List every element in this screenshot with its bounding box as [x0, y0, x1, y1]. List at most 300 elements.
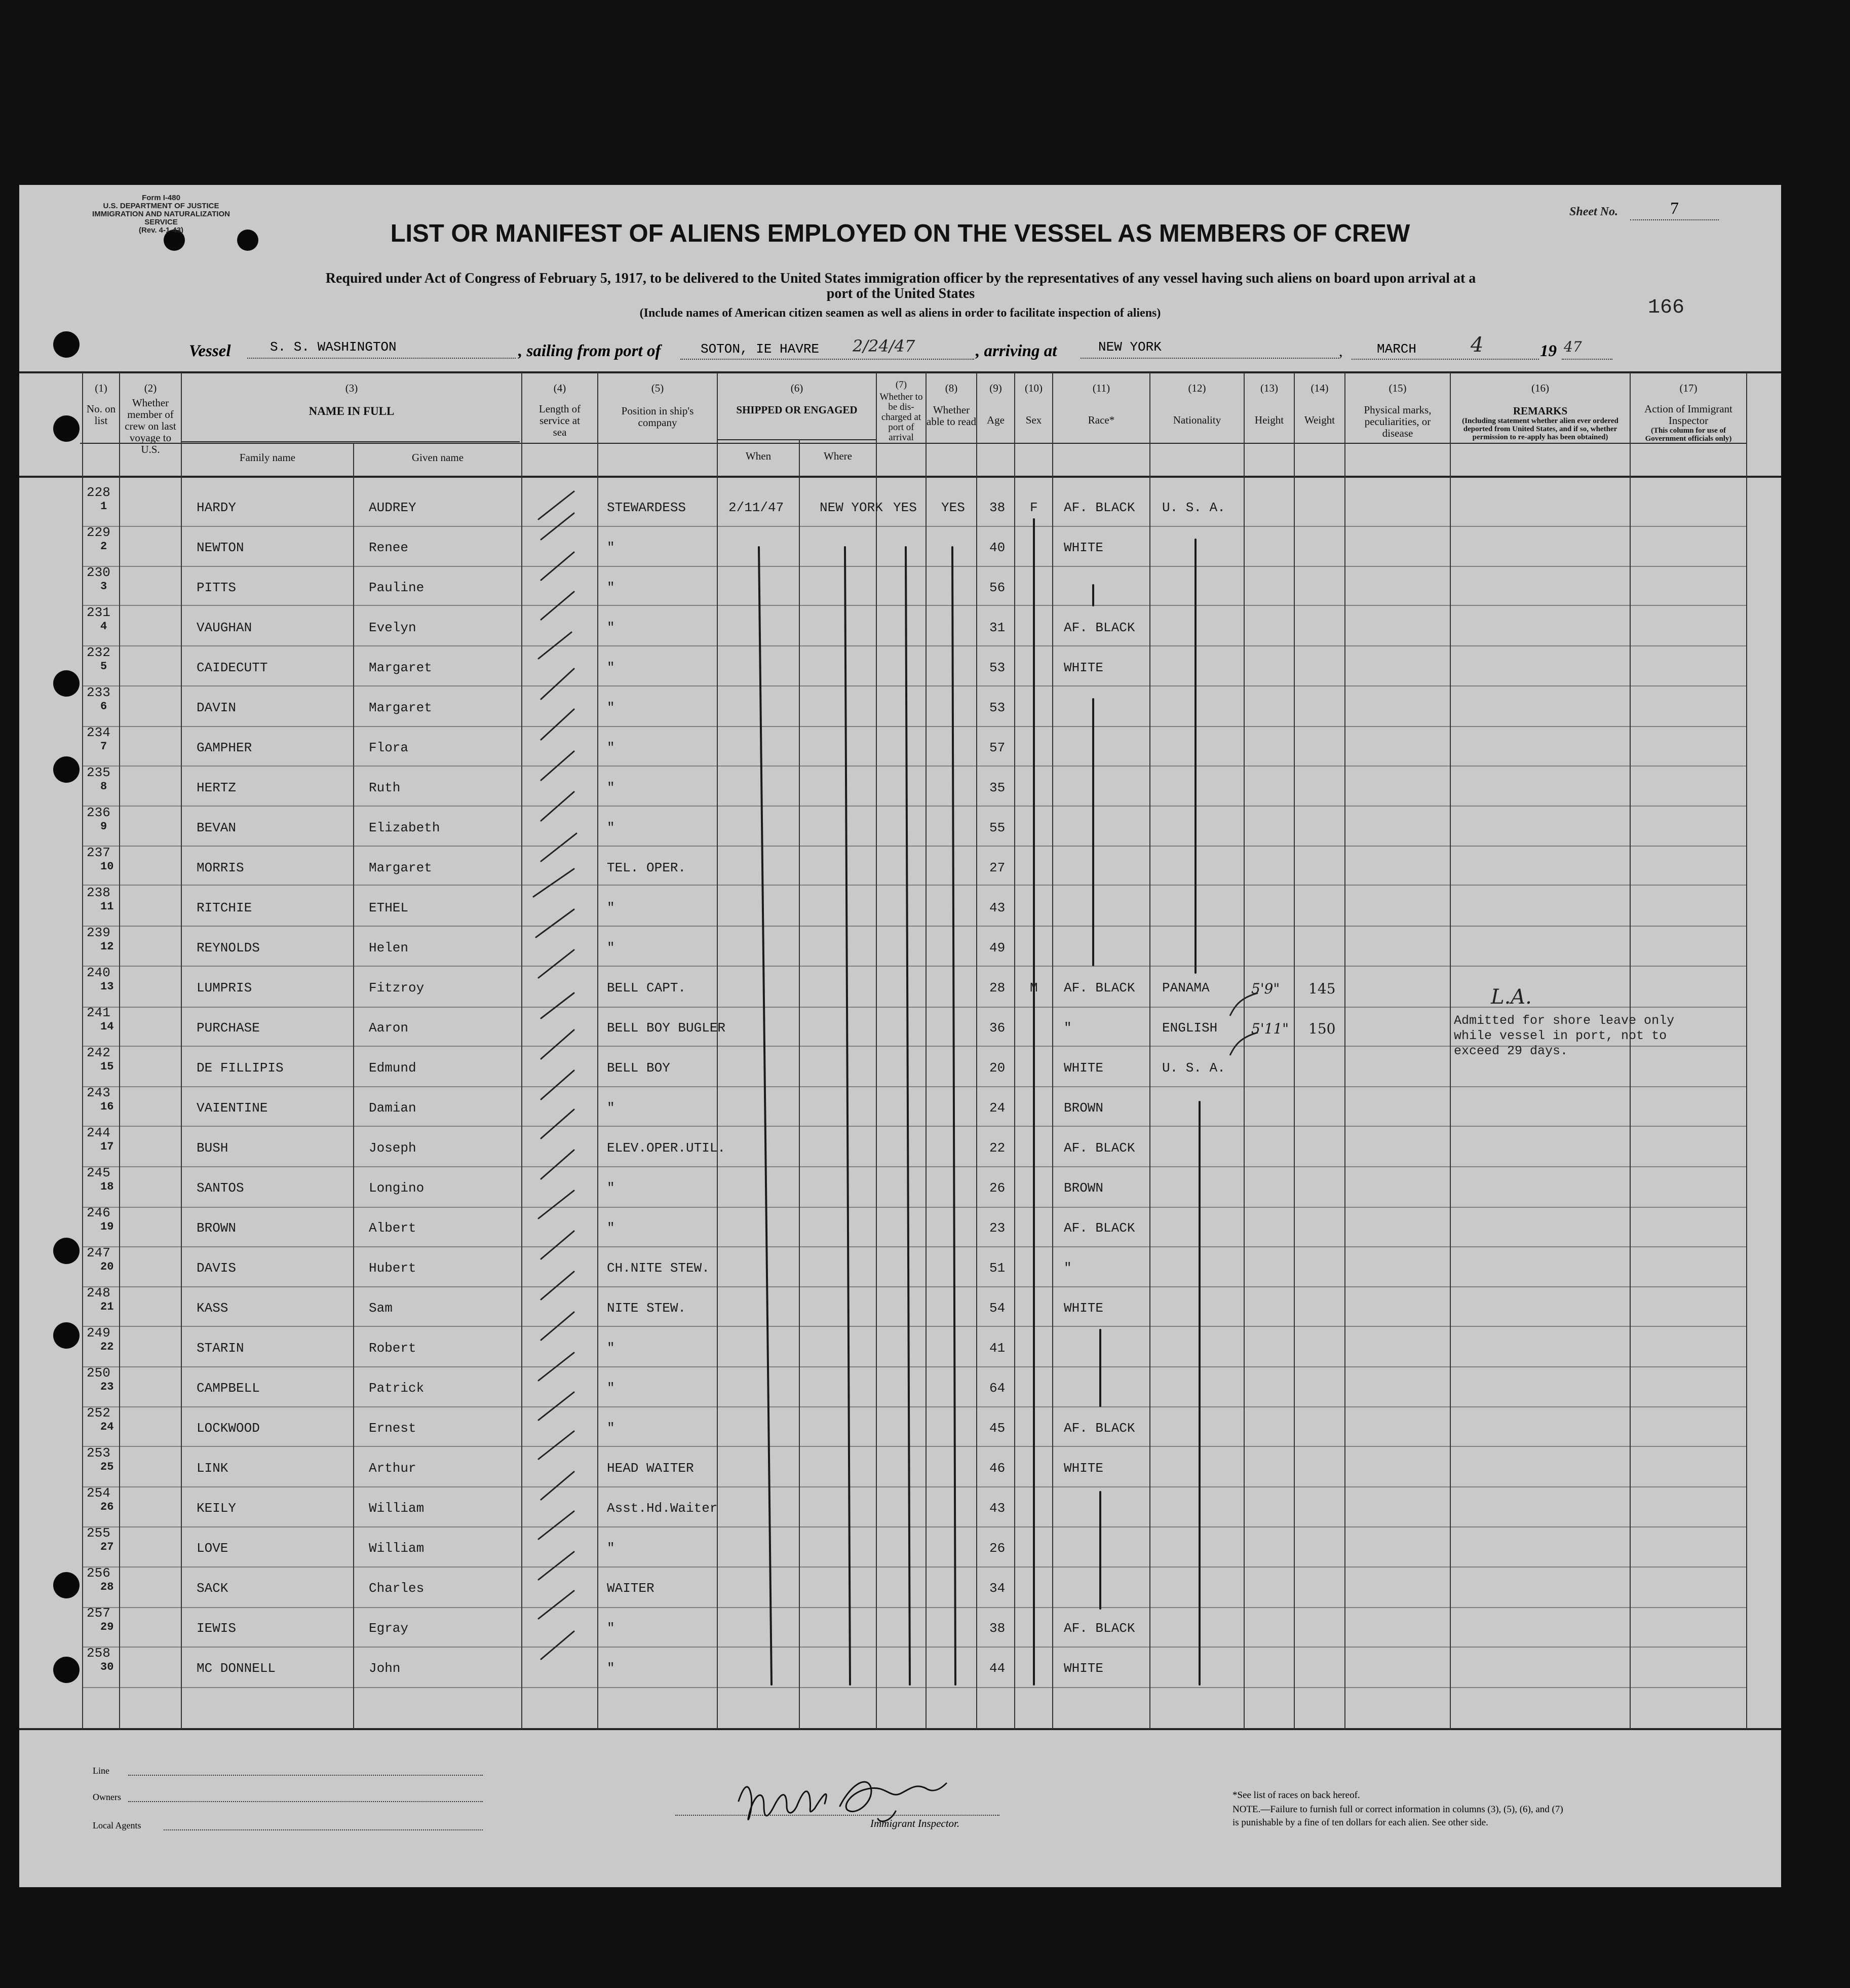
- row-age: 34: [989, 1581, 1006, 1596]
- row-family-name: LOCKWOOD: [197, 1421, 260, 1436]
- col-13-header: [1244, 383, 1294, 426]
- col-17-number: (17): [1679, 382, 1698, 394]
- arriving-label: , arriving at: [976, 342, 1057, 360]
- row-age: 20: [989, 1060, 1006, 1076]
- row-family-name: HARDY: [197, 500, 237, 515]
- row-list-number: 254: [87, 1485, 110, 1501]
- row-discharge: YES: [893, 500, 917, 515]
- sailing-port: SOTON, IE HAVRE: [701, 341, 820, 357]
- signature-line: [675, 1814, 999, 1816]
- row-position: ": [607, 1220, 615, 1236]
- manifest-sheet: [19, 185, 1781, 1887]
- col-10-label: Sex: [1025, 414, 1042, 426]
- col-4-label: Length of service at sea: [538, 403, 581, 438]
- row-age: 38: [989, 1621, 1006, 1636]
- row-family-name: MC DONNELL: [197, 1661, 276, 1676]
- row-family-name: PURCHASE: [197, 1020, 260, 1036]
- col-13-label: Height: [1254, 414, 1284, 426]
- row-given-name: Hubert: [369, 1260, 416, 1276]
- row-race: WHITE: [1064, 660, 1104, 675]
- inspector-label: Immigrant Inspector.: [870, 1817, 960, 1829]
- row-given-name: Fitzroy: [369, 980, 425, 996]
- col-3b-label: Given name: [411, 451, 464, 464]
- row-race: WHITE: [1064, 1301, 1104, 1316]
- subtitle-line-2: port of the United States: [826, 286, 975, 301]
- row-age: 44: [989, 1661, 1006, 1676]
- row-position: ": [607, 1661, 615, 1676]
- row-position: TEL. OPER.: [607, 860, 686, 875]
- row-list-number: 232: [87, 645, 110, 660]
- arrival-month: MARCH: [1377, 341, 1417, 357]
- row-family-name: CAIDECUTT: [197, 660, 268, 675]
- row-given-name: AUDREY: [369, 500, 416, 515]
- row-list-number: 240: [87, 965, 110, 980]
- row-race: ": [1064, 1020, 1072, 1036]
- col-8-header: [926, 383, 977, 428]
- col-5-number: (5): [651, 382, 664, 394]
- row-given-name: William: [369, 1501, 425, 1516]
- row-position: STEWARDESS: [607, 500, 686, 515]
- row-height: 5'11": [1251, 1020, 1289, 1037]
- row-position: ": [607, 1341, 615, 1356]
- row-family-name: BUSH: [197, 1140, 228, 1156]
- row-position: ": [607, 620, 615, 635]
- row-race: AF. BLACK: [1064, 1421, 1135, 1436]
- row-original-number: 8: [100, 780, 107, 793]
- row-age: 51: [989, 1260, 1006, 1276]
- row-family-name: DE FILLIPIS: [197, 1060, 284, 1076]
- remarks-text: [1454, 1013, 1674, 1059]
- row-original-number: 20: [100, 1260, 114, 1273]
- row-list-number: 250: [87, 1365, 110, 1381]
- col-5-label: Position in ship's company: [621, 405, 694, 429]
- row-race: AF. BLACK: [1064, 1621, 1135, 1636]
- col-4-header: [522, 383, 598, 438]
- form-service: IMMIGRATION AND NATURALIZATION SERVICE: [92, 210, 230, 226]
- row-age: 55: [989, 820, 1006, 835]
- footer-owners-label: Owners: [93, 1792, 121, 1802]
- row-race: WHITE: [1064, 1461, 1104, 1476]
- row-given-name: Joseph: [369, 1140, 416, 1156]
- row-shipped-when: 2/11/47: [728, 500, 784, 515]
- row-given-name: Aaron: [369, 1020, 409, 1036]
- row-nationality: PANAMA: [1162, 980, 1210, 996]
- row-given-name: Ruth: [369, 780, 401, 795]
- row-age: 64: [989, 1381, 1006, 1396]
- row-age: 40: [989, 540, 1006, 555]
- row-family-name: GAMPHER: [197, 740, 252, 755]
- footer-line-label: Line: [93, 1766, 109, 1776]
- row-race: AF. BLACK: [1064, 620, 1135, 635]
- row-list-number: 236: [87, 805, 110, 820]
- col-17-header: [1630, 383, 1747, 443]
- row-list-number: 247: [87, 1245, 110, 1260]
- col-10-number: (10): [1025, 382, 1043, 394]
- row-original-number: 10: [100, 860, 114, 873]
- row-list-number: 239: [87, 925, 110, 940]
- row-family-name: KEILY: [197, 1501, 237, 1516]
- row-age: 22: [989, 1140, 1006, 1156]
- row-shipped-where: NEW YORK: [820, 500, 883, 515]
- col-6b-label: Where: [824, 450, 852, 462]
- row-given-name: Sam: [369, 1301, 393, 1316]
- col-7-label: Whether to be dis-charged at port of arrival: [879, 392, 923, 443]
- row-given-name: Margaret: [369, 860, 432, 875]
- sailing-date: 2/24/47: [853, 336, 915, 356]
- sheet-number-label: Sheet No.: [1569, 205, 1618, 218]
- comma: ,: [1339, 343, 1343, 360]
- row-age: 26: [989, 1180, 1006, 1196]
- row-nationality: U. S. A.: [1162, 1060, 1225, 1076]
- row-given-name: Helen: [369, 940, 409, 955]
- row-family-name: IEWIS: [197, 1621, 237, 1636]
- row-list-number: 257: [87, 1605, 110, 1621]
- row-list-number: 248: [87, 1285, 110, 1301]
- row-list-number: 249: [87, 1325, 110, 1341]
- subtitle-line-1: Required under Act of Congress of February 5, 1917, to be delivered to the United States immigration officer by the representatives of any vessel having such aliens on board upon arrival at a: [325, 271, 1476, 286]
- col-8-label: Whether able to read: [927, 404, 976, 428]
- row-given-name: Evelyn: [369, 620, 416, 635]
- row-list-number: 245: [87, 1165, 110, 1180]
- col-13-number: (13): [1260, 382, 1278, 394]
- arrival-day: 4: [1471, 333, 1484, 357]
- col-2-number: (2): [144, 382, 157, 394]
- row-original-number: 25: [100, 1461, 114, 1473]
- row-original-number: 21: [100, 1301, 114, 1313]
- col-16-number: (16): [1531, 382, 1549, 394]
- col-17-sublabel: (This column for use of Government officials only): [1645, 427, 1732, 443]
- row-original-number: 27: [100, 1541, 114, 1553]
- row-position: ": [607, 900, 615, 915]
- row-family-name: RITCHIE: [197, 900, 252, 915]
- row-position: ": [607, 740, 615, 755]
- row-position: WAITER: [607, 1581, 654, 1596]
- row-list-number: 256: [87, 1565, 110, 1581]
- row-original-number: 28: [100, 1581, 114, 1593]
- row-age: 26: [989, 1541, 1006, 1556]
- row-family-name: NEWTON: [197, 540, 244, 555]
- row-list-number: 235: [87, 765, 110, 780]
- remarks-initials: L.A.: [1491, 985, 1532, 1009]
- form-number: Form I-480: [142, 194, 180, 202]
- row-age: 53: [989, 700, 1006, 715]
- row-position: ": [607, 1621, 615, 1636]
- row-list-number: 233: [87, 685, 110, 700]
- subtitle-note: (Include names of American citizen seamen as well as aliens in order to facilitate inspection of aliens): [639, 307, 1161, 320]
- row-given-name: Margaret: [369, 660, 432, 675]
- col-7-number: (7): [895, 379, 907, 390]
- row-race: BROWN: [1064, 1100, 1104, 1116]
- row-given-name: Pauline: [369, 580, 425, 595]
- col-9-label: Age: [987, 414, 1005, 426]
- row-original-number: 15: [100, 1060, 114, 1073]
- inspector-signature: [678, 1776, 1043, 1837]
- row-original-number: 12: [100, 940, 114, 953]
- col-3-header: [181, 383, 522, 417]
- row-family-name: PITTS: [197, 580, 237, 595]
- row-sex: M: [1030, 980, 1038, 996]
- races-note: *See list of races on back hereof.: [1232, 1790, 1360, 1801]
- row-position: BELL BOY BUGLER: [607, 1020, 726, 1036]
- row-position: ": [607, 1541, 615, 1556]
- row-age: 53: [989, 660, 1006, 675]
- remarks-line-1: Admitted for shore leave only: [1454, 1013, 1675, 1028]
- row-original-number: 16: [100, 1100, 114, 1113]
- row-age: 56: [989, 580, 1006, 595]
- row-race: AF. BLACK: [1064, 980, 1135, 996]
- col-6-number: (6): [790, 382, 803, 394]
- row-list-number: 244: [87, 1125, 110, 1140]
- row-position: ": [607, 780, 615, 795]
- row-family-name: KASS: [197, 1301, 228, 1316]
- row-position: ": [607, 1180, 615, 1196]
- row-list-number: 230: [87, 565, 110, 580]
- note-line-1: —Failure to furnish full or correct information in columns (3), (5), (6), and (7): [1260, 1804, 1563, 1815]
- row-family-name: LUMPRIS: [197, 980, 252, 996]
- row-list-number: 237: [87, 845, 110, 860]
- col-2-header: [120, 383, 181, 455]
- year-prefix: 19: [1540, 342, 1557, 360]
- col-10-header: [1015, 383, 1053, 426]
- row-race: AF. BLACK: [1064, 500, 1135, 515]
- row-position: ": [607, 660, 615, 675]
- row-family-name: LINK: [197, 1461, 228, 1476]
- col-14-label: Weight: [1304, 414, 1335, 426]
- row-age: 36: [989, 1020, 1006, 1036]
- row-given-name: John: [369, 1661, 401, 1676]
- row-nationality: ENGLISH: [1162, 1020, 1218, 1036]
- row-original-number: 5: [100, 660, 107, 673]
- row-list-number: 242: [87, 1045, 110, 1060]
- row-age: 49: [989, 940, 1006, 955]
- row-original-number: 17: [100, 1140, 114, 1153]
- row-original-number: 22: [100, 1341, 114, 1353]
- col-2-label: Whether member of crew on last voyage to U.S.: [125, 397, 176, 455]
- row-family-name: BROWN: [197, 1220, 237, 1236]
- col-3-label: NAME IN FULL: [309, 405, 395, 417]
- row-age: 23: [989, 1220, 1006, 1236]
- row-given-name: Ernest: [369, 1421, 416, 1436]
- row-list-number: 255: [87, 1525, 110, 1541]
- row-list-number: 252: [87, 1405, 110, 1421]
- row-list-number: 258: [87, 1646, 110, 1661]
- row-given-name: Renee: [369, 540, 409, 555]
- row-age: 45: [989, 1421, 1006, 1436]
- row-family-name: HERTZ: [197, 780, 237, 795]
- row-given-name: Edmund: [369, 1060, 416, 1076]
- row-age: 27: [989, 860, 1006, 875]
- row-age: 28: [989, 980, 1006, 996]
- row-age: 46: [989, 1461, 1006, 1476]
- row-family-name: MORRIS: [197, 860, 244, 875]
- row-nationality: U. S. A.: [1162, 500, 1225, 515]
- row-position: ": [607, 1100, 615, 1116]
- row-able-to-read: YES: [941, 500, 965, 515]
- row-race: AF. BLACK: [1064, 1140, 1135, 1156]
- form-dept: U.S. DEPARTMENT OF JUSTICE: [103, 202, 219, 210]
- row-weight: 150: [1308, 1020, 1336, 1037]
- row-position: ELEV.OPER.UTIL.: [607, 1140, 726, 1156]
- row-original-number: 9: [100, 820, 107, 833]
- footer-line-field: [128, 1765, 483, 1776]
- row-original-number: 24: [100, 1421, 114, 1433]
- remarks-line-2: while vessel in port, not to: [1454, 1028, 1667, 1043]
- col-11-label: Race*: [1088, 414, 1115, 426]
- row-family-name: SANTOS: [197, 1180, 244, 1196]
- row-height: 5'9": [1251, 980, 1280, 997]
- col-3a-label: Family name: [239, 451, 296, 464]
- row-family-name: LOVE: [197, 1541, 228, 1556]
- col-9-number: (9): [989, 382, 1002, 394]
- row-age: 57: [989, 740, 1006, 755]
- row-family-name: VAIENTINE: [197, 1100, 268, 1116]
- row-age: 41: [989, 1341, 1006, 1356]
- row-given-name: ETHEL: [369, 900, 409, 915]
- row-position: CH.NITE STEW.: [607, 1260, 710, 1276]
- row-original-number: 18: [100, 1180, 114, 1193]
- row-family-name: REYNOLDS: [197, 940, 260, 955]
- col-6a-label: When: [745, 450, 772, 462]
- row-given-name: Flora: [369, 740, 409, 755]
- row-given-name: Charles: [369, 1581, 425, 1596]
- col-11-number: (11): [1092, 382, 1110, 394]
- row-position: ": [607, 540, 615, 555]
- row-position: ": [607, 1421, 615, 1436]
- footer-agents-field: [164, 1819, 483, 1830]
- row-original-number: 11: [100, 900, 114, 913]
- row-family-name: STARIN: [197, 1341, 244, 1356]
- arrival-port: NEW YORK: [1081, 339, 1339, 359]
- row-position: ": [607, 700, 615, 715]
- col-14-header: [1294, 383, 1345, 426]
- row-list-number: 241: [87, 1005, 110, 1020]
- row-original-number: 26: [100, 1501, 114, 1513]
- footer-agents-label: Local Agents: [93, 1820, 141, 1830]
- row-given-name: Robert: [369, 1341, 416, 1356]
- col-8-number: (8): [945, 382, 958, 394]
- penalty-note: [1232, 1803, 1739, 1829]
- col-15-label: Physical marks, peculiarities, or disease: [1364, 404, 1432, 439]
- row-given-name: Longino: [369, 1180, 425, 1196]
- row-given-name: Elizabeth: [369, 820, 440, 835]
- col-12-header: [1150, 383, 1244, 426]
- row-race: ": [1064, 1260, 1072, 1276]
- row-original-number: 14: [100, 1020, 114, 1033]
- col-4-number: (4): [553, 382, 566, 394]
- col-6-header: [717, 383, 876, 416]
- row-given-name: Damian: [369, 1100, 416, 1116]
- col-6-label: SHIPPED OR ENGAGED: [736, 404, 858, 416]
- col-15-number: (15): [1389, 382, 1407, 394]
- col-1-label: No. on list: [86, 403, 116, 427]
- row-position: BELL BOY: [607, 1060, 670, 1076]
- row-list-number: 228: [87, 485, 110, 500]
- row-original-number: 30: [100, 1661, 114, 1673]
- row-given-name: Patrick: [369, 1381, 425, 1396]
- row-race: WHITE: [1064, 1661, 1104, 1676]
- row-age: 43: [989, 1501, 1006, 1516]
- footer-owners-field: [128, 1791, 483, 1802]
- vessel-label: Vessel: [189, 342, 231, 360]
- col-3-number: (3): [345, 382, 358, 394]
- col-11-header: [1053, 383, 1150, 426]
- col-5-header: [598, 383, 717, 429]
- sheet-number-value: 7: [1630, 199, 1719, 220]
- row-position: BELL CAPT.: [607, 980, 686, 996]
- row-original-number: 1: [100, 500, 107, 513]
- row-race: BROWN: [1064, 1180, 1104, 1196]
- col-1-header: [83, 383, 120, 427]
- row-position: NITE STEW.: [607, 1301, 686, 1316]
- form-revision: (Rev. 4-1-43): [138, 226, 184, 235]
- note-label: NOTE.: [1232, 1804, 1261, 1815]
- year-suffix: 47: [1564, 338, 1582, 355]
- col-16-label: REMARKS: [1513, 405, 1568, 417]
- col-17-label: Action of Immigrant Inspector: [1644, 403, 1732, 427]
- row-original-number: 4: [100, 620, 107, 633]
- row-list-number: 243: [87, 1085, 110, 1100]
- col-16-header: [1450, 383, 1630, 441]
- remarks-line-3: exceed 29 days.: [1454, 1044, 1568, 1058]
- row-family-name: VAUGHAN: [197, 620, 252, 635]
- row-position: HEAD WAITER: [607, 1461, 694, 1476]
- vessel-name: S. S. WASHINGTON: [247, 339, 516, 359]
- row-position: ": [607, 820, 615, 835]
- row-weight: 145: [1308, 980, 1336, 997]
- row-sex: F: [1030, 500, 1038, 515]
- row-original-number: 7: [100, 740, 107, 753]
- row-given-name: Albert: [369, 1220, 416, 1236]
- col-16-sublabel: (Including statement whether alien ever ordered deported from United States, and if so, whether permission to re-apply has been obtained): [1462, 417, 1618, 441]
- row-family-name: BEVAN: [197, 820, 237, 835]
- row-age: 38: [989, 500, 1006, 515]
- row-original-number: 23: [100, 1381, 114, 1393]
- row-list-number: 229: [87, 525, 110, 540]
- row-given-name: Egray: [369, 1621, 409, 1636]
- row-list-number: 253: [87, 1445, 110, 1461]
- row-age: 24: [989, 1100, 1006, 1116]
- row-age: 54: [989, 1301, 1006, 1316]
- row-list-number: 246: [87, 1205, 110, 1220]
- col-1-number: (1): [95, 382, 107, 394]
- col-9-header: [977, 383, 1015, 426]
- col-12-label: Nationality: [1173, 414, 1221, 426]
- row-position: Asst.Hd.Waiter: [607, 1501, 718, 1516]
- row-given-name: Margaret: [369, 700, 432, 715]
- row-original-number: 6: [100, 700, 107, 713]
- col-15-header: [1345, 383, 1450, 439]
- row-race: WHITE: [1064, 540, 1104, 555]
- row-original-number: 13: [100, 980, 114, 993]
- row-position: ": [607, 1381, 615, 1396]
- row-family-name: CAMPBELL: [197, 1381, 260, 1396]
- page-title: LIST OR MANIFEST OF ALIENS EMPLOYED ON THE VESSEL AS MEMBERS OF CREW: [390, 220, 1410, 247]
- row-original-number: 19: [100, 1220, 114, 1233]
- row-family-name: SACK: [197, 1581, 228, 1596]
- note-line-2: is punishable by a fine of ten dollars for each alien. See other side.: [1232, 1817, 1488, 1828]
- row-original-number: 2: [100, 540, 107, 553]
- row-given-name: Arthur: [369, 1461, 416, 1476]
- row-age: 35: [989, 780, 1006, 795]
- stamp-number: 166: [1648, 296, 1685, 319]
- col-14-number: (14): [1311, 382, 1329, 394]
- row-age: 31: [989, 620, 1006, 635]
- row-race: AF. BLACK: [1064, 1220, 1135, 1236]
- col-7-header: [876, 380, 926, 443]
- row-given-name: William: [369, 1541, 425, 1556]
- sailing-label: , sailing from port of: [518, 342, 661, 360]
- row-position: ": [607, 580, 615, 595]
